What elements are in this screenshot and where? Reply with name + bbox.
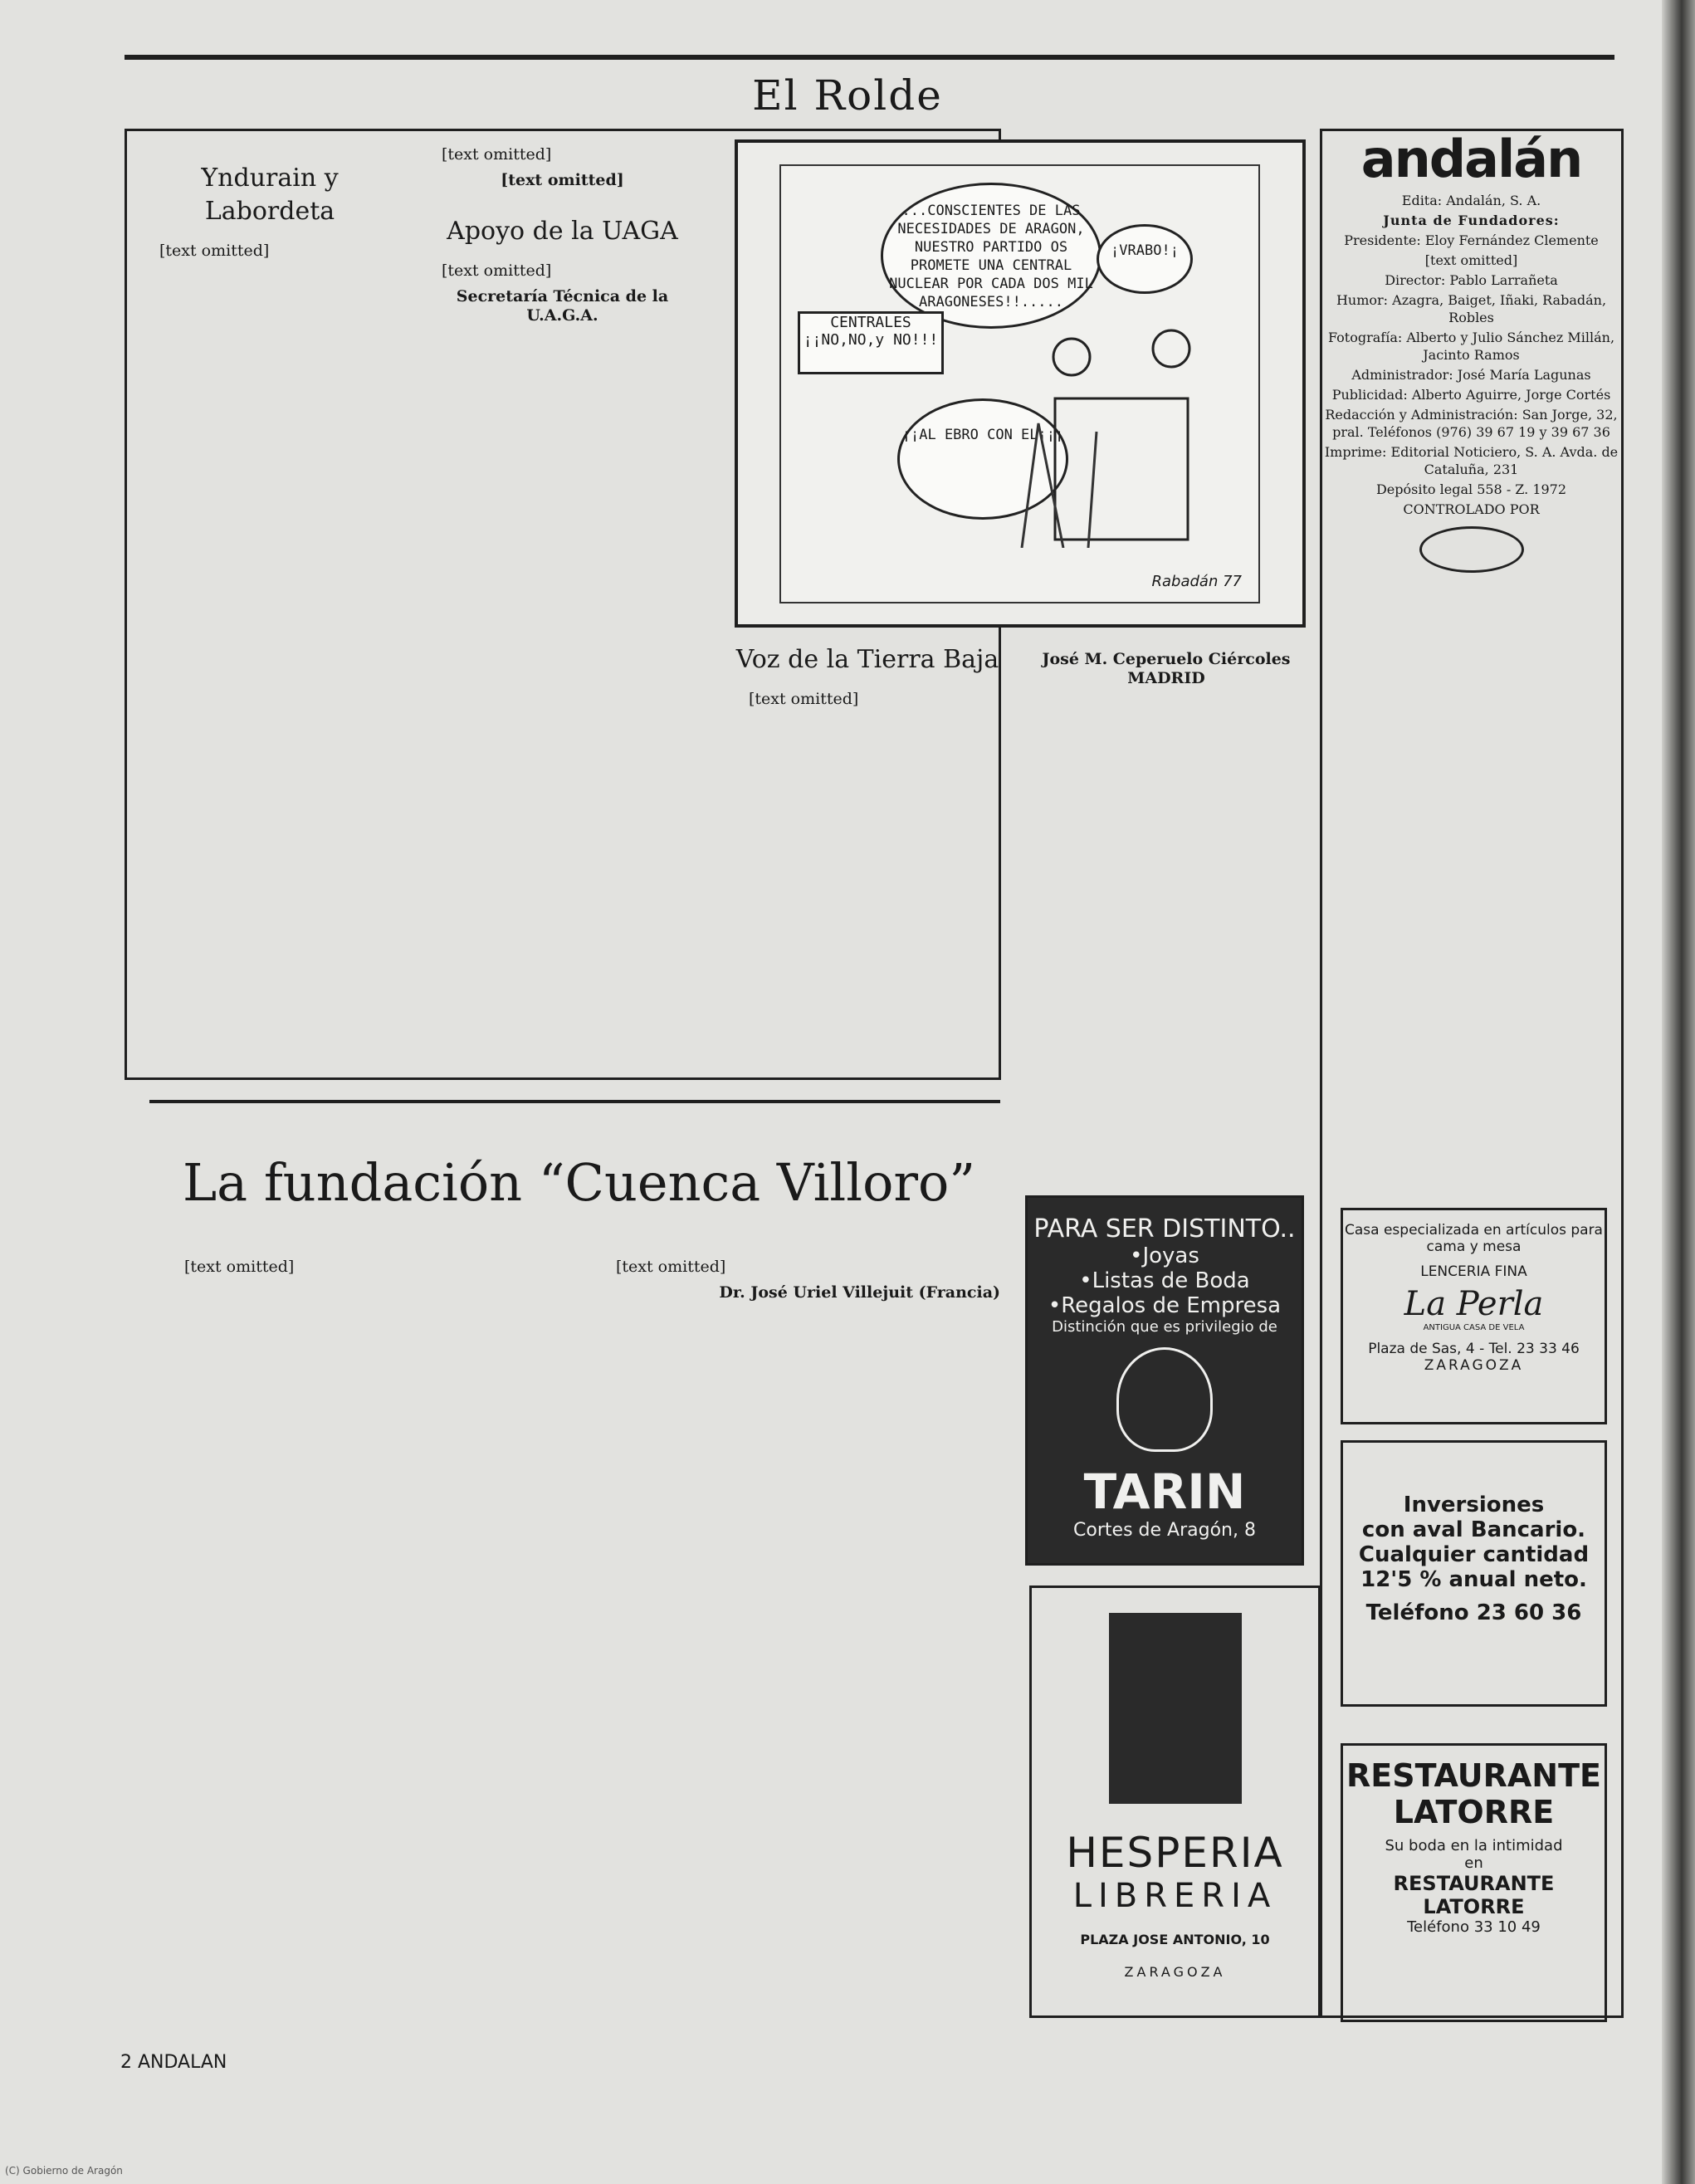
presidente-line: Presidente: Eloy Fernández Clemente bbox=[1344, 232, 1599, 248]
inv-line4: 12'5 % anual neto. bbox=[1360, 1567, 1587, 1592]
tarin-line3: •Listas de Boda bbox=[1079, 1268, 1250, 1293]
ojd-seal-icon bbox=[1419, 526, 1524, 573]
tarin-line5: Distinción que es privilegio de bbox=[1052, 1318, 1277, 1336]
latorre-line1: Su boda en la intimidad bbox=[1385, 1837, 1563, 1854]
body-letter-1: [text omitted] bbox=[159, 242, 270, 260]
ad-restaurante-latorre bbox=[1341, 1743, 1607, 2022]
illustration-icon bbox=[1109, 1613, 1242, 1804]
tarin-line2: •Joyas bbox=[1130, 1243, 1199, 1268]
body-letter-2a: [text omitted] bbox=[442, 145, 552, 164]
signature-letter-2a: [text omitted] bbox=[501, 171, 624, 189]
perla-line2: LENCERIA FINA bbox=[1420, 1263, 1527, 1280]
latorre-title2: LATORRE bbox=[1393, 1794, 1555, 1830]
latorre-phone: Teléfono 33 10 49 bbox=[1407, 1918, 1541, 1936]
signature-letter-3: José M. Ceperuelo Ciércoles MADRID bbox=[1042, 650, 1291, 687]
speech-bubble-politician: ...CONSCIENTES DE LAS NECESIDADES DE ARAGON, NUESTRO PARTIDO OS PROMETE UNA CENTRAL NUCLEAR POR CADA DOS MIL ARAGONESES!!..... bbox=[881, 183, 1102, 329]
latorre-line4: LATORRE bbox=[1423, 1895, 1525, 1918]
section-divider bbox=[149, 1100, 1000, 1103]
speech-bubble-crowd: ¡¡AL EBRO CON EL¡¡¡ bbox=[897, 398, 1068, 520]
hesperia-brand: HESPERIA bbox=[1066, 1829, 1284, 1877]
tarin-brand: TARIN bbox=[1083, 1463, 1246, 1520]
ad-la-perla bbox=[1341, 1208, 1607, 1424]
hesperia-address: PLAZA JOSE ANTONIO, 10 bbox=[1080, 1932, 1270, 1947]
inv-line2: con aval Bancario. bbox=[1361, 1517, 1586, 1542]
crest-icon bbox=[1116, 1347, 1213, 1452]
miembros-line: [text omitted] bbox=[1424, 252, 1518, 268]
headline-yndurain: Yndurain y Labordeta bbox=[201, 164, 339, 226]
inv-line5: Teléfono 23 60 36 bbox=[1365, 1600, 1582, 1625]
latorre-line3: RESTAURANTE bbox=[1393, 1872, 1555, 1895]
inv-line3: Cualquier cantidad bbox=[1358, 1542, 1590, 1567]
publisher-line: Edita: Andalán, S. A. bbox=[1401, 193, 1541, 208]
column-letter-1 bbox=[141, 162, 398, 1067]
deposito-line: Depósito legal 558 - Z. 1972 bbox=[1375, 481, 1567, 497]
headline-tierra-baja: Voz de la Tierra Baja bbox=[735, 645, 999, 674]
redaccion-line: Redacción y Administración: San Jorge, 32, pral. Teléfonos (976) 39 67 19 y 39 67 36 bbox=[1325, 407, 1618, 440]
archive-credit: (C) Gobierno de Aragón bbox=[5, 2165, 123, 2177]
director-line: Director: Pablo Larrañeta bbox=[1385, 272, 1558, 288]
staff-box bbox=[1324, 129, 1619, 581]
andalan-logo: andalán bbox=[1360, 129, 1582, 189]
latorre-line2: en bbox=[1464, 1854, 1483, 1872]
controlado-line: CONTROLADO POR bbox=[1403, 501, 1540, 517]
headline-uaga: Apoyo de la UAGA bbox=[447, 217, 678, 246]
perla-address: Plaza de Sas, 4 - Tel. 23 33 46 bbox=[1368, 1341, 1580, 1357]
column-letter-3 bbox=[730, 643, 1004, 1075]
body-letter-3: [text omitted] bbox=[749, 690, 859, 708]
page-footer: 2 ANDALAN bbox=[120, 2052, 227, 2073]
feature-column-left bbox=[166, 1258, 556, 2021]
ad-hesperia bbox=[1029, 1585, 1321, 2018]
publicidad-line: Publicidad: Alberto Aguirre, Jorge Cortés bbox=[1331, 387, 1611, 403]
latorre-title1: RESTAURANTE bbox=[1346, 1757, 1601, 1794]
junta-heading: Junta de Fundadores: bbox=[1383, 213, 1560, 228]
feature-column-right bbox=[598, 1258, 1000, 2021]
cartoon-figures bbox=[1005, 299, 1221, 548]
feature-body-left: [text omitted] bbox=[184, 1258, 295, 1276]
column-letter-2 bbox=[423, 145, 701, 1075]
administrador-line: Administrador: José María Lagunas bbox=[1351, 367, 1591, 383]
protest-sign: CENTRALES ¡¡NO,NO,y NO!!! bbox=[798, 311, 944, 374]
ad-inversiones bbox=[1341, 1440, 1607, 1707]
imprime-line: Imprime: Editorial Noticiero, S. A. Avda. de Cataluña, 231 bbox=[1324, 444, 1619, 477]
tarin-line1: PARA SER DISTINTO.. bbox=[1033, 1214, 1296, 1243]
tarin-address: Cortes de Aragón, 8 bbox=[1073, 1520, 1256, 1541]
section-masthead: El Rolde bbox=[752, 71, 943, 120]
feature-signature: Dr. José Uriel Villejuit (Francia) bbox=[719, 1283, 1000, 1302]
ad-tarin bbox=[1025, 1195, 1304, 1566]
cartoon-signature: Rabadán 77 bbox=[1151, 573, 1242, 590]
perla-brand: La Perla bbox=[1404, 1285, 1544, 1323]
cartoon-drawing bbox=[779, 164, 1260, 603]
inv-line1: Inversiones bbox=[1403, 1493, 1545, 1517]
fotografia-line: Fotografía: Alberto y Julio Sánchez Millán, Jacinto Ramos bbox=[1327, 330, 1615, 363]
top-rule bbox=[125, 55, 1614, 60]
feature-headline: La fundación “Cuenca Villoro” bbox=[183, 1152, 976, 1213]
tarin-line4: •Regalos de Empresa bbox=[1048, 1293, 1282, 1318]
body-letter-2b: [text omitted] bbox=[442, 261, 552, 280]
perla-line1: Casa especializada en artículos para cama y mesa bbox=[1345, 1222, 1603, 1255]
binding-spine bbox=[1662, 0, 1695, 2184]
perla-city: ZARAGOZA bbox=[1424, 1357, 1524, 1374]
hesperia-city: ZARAGOZA bbox=[1124, 1964, 1226, 1980]
cartoon-frame bbox=[735, 139, 1306, 628]
perla-sub: ANTIGUA CASA DE VELA bbox=[1423, 1323, 1525, 1332]
speech-bubble-bravo: ¡VRABO!¡ bbox=[1097, 224, 1193, 294]
signature-letter-2b: Secretaría Técnica de la U.A.G.A. bbox=[456, 287, 669, 325]
humor-line: Humor: Azagra, Baiget, Iñaki, Rabadán, Robles bbox=[1336, 292, 1607, 325]
hesperia-sub: LIBRERIA bbox=[1072, 1877, 1277, 1915]
feature-body-right: [text omitted] bbox=[616, 1258, 726, 1276]
column-letter-3-cont bbox=[1025, 643, 1307, 1158]
